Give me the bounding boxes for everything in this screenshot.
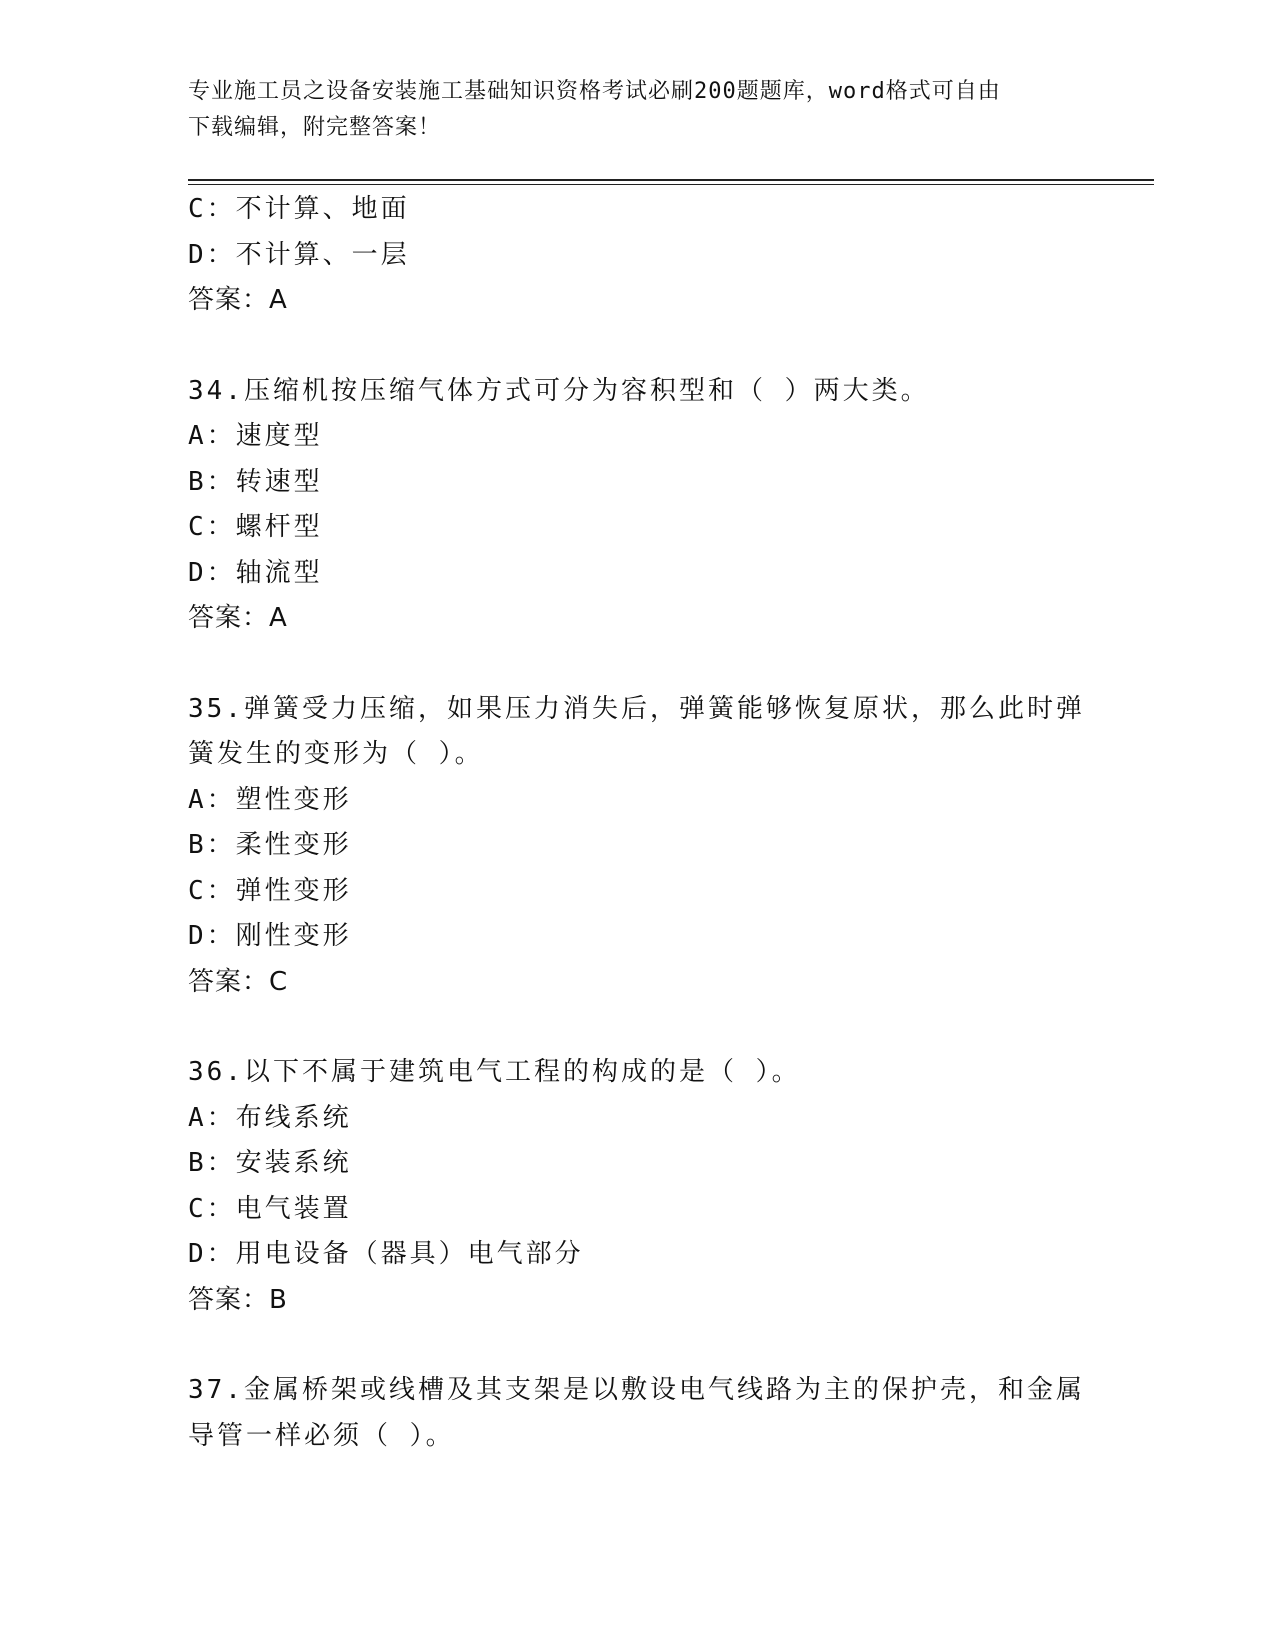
header-title-line-1: 专业施工员之设备安装施工基础知识资格考试必刷200题题库，word格式可自由 (188, 79, 1001, 104)
answer-line: 答案：C (188, 966, 289, 997)
option-c: C：螺杆型 (188, 512, 323, 542)
answer-line: 答案：A (188, 603, 288, 633)
header-title-line-2: 下载编辑，附完整答案！ (188, 115, 442, 140)
question-35-text-line-1: 35.弹簧受力压缩，如果压力消失后，弹簧能够恢复原状，那么此时弹 (188, 693, 1085, 724)
option-b: B：柔性变形 (188, 830, 352, 860)
option-c: C：弹性变形 (188, 875, 352, 906)
question-37-block (188, 1368, 1088, 1459)
option-a: A：速度型 (188, 421, 323, 451)
question-35-block (188, 687, 1088, 1006)
answer-line: 答案：A (188, 285, 288, 315)
option-d: D：刚性变形 (188, 921, 352, 951)
prev-question-block (188, 187, 1088, 324)
document-header (188, 74, 1068, 146)
option-a: A：布线系统 (188, 1102, 352, 1133)
header-rule-thick (188, 179, 1154, 181)
question-36-block (188, 1050, 1088, 1323)
answer-line: 答案：B (188, 1284, 288, 1315)
option-b: B：转速型 (188, 466, 323, 497)
question-35-text-line-2: 簧发生的变形为（ ）。 (188, 739, 484, 769)
question-37-text-line-1: 37.金属桥架或线槽及其支架是以敷设电气线路为主的保护壳，和金属 (188, 1375, 1085, 1405)
option-b: B：安装系统 (188, 1148, 352, 1178)
option-c: C：电气装置 (188, 1193, 352, 1224)
question-34-text: 34.压缩机按压缩气体方式可分为容积型和（ ）两大类。 (188, 375, 930, 406)
option-d: D：轴流型 (188, 557, 323, 588)
option-a: A：塑性变形 (188, 784, 352, 815)
option-d: D：不计算、一层 (188, 239, 410, 270)
question-34-block (188, 369, 1088, 642)
header-rule-thin (188, 184, 1154, 185)
question-37-text-line-2: 导管一样必须（ ）。 (188, 1420, 455, 1451)
option-d: D：用电设备（器具）电气部分 (188, 1239, 584, 1269)
question-36-text: 36.以下不属于建筑电气工程的构成的是（ ）。 (188, 1057, 801, 1087)
question-list (188, 187, 1088, 1459)
option-c: C：不计算、地面 (188, 194, 410, 224)
